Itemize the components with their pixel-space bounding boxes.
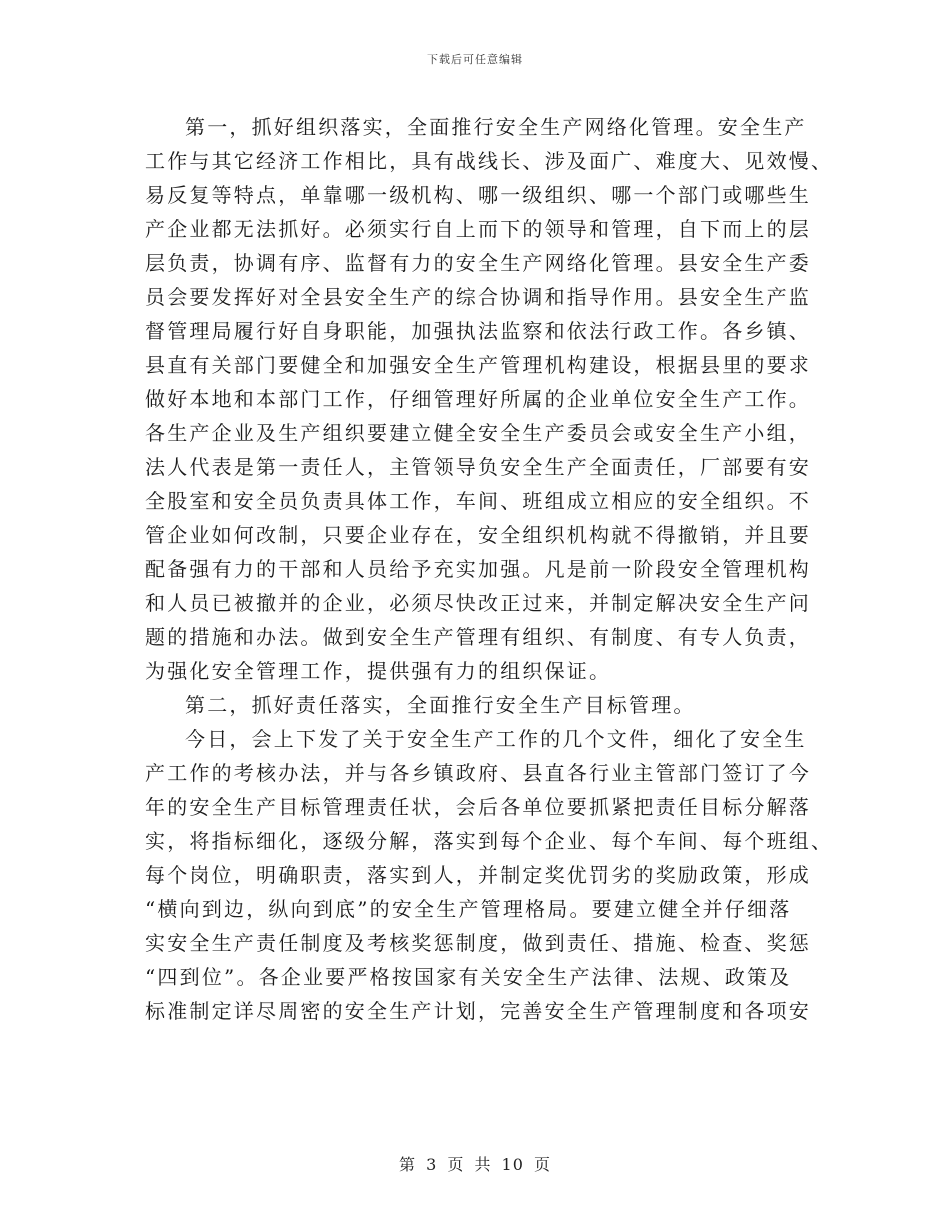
text-line: 配备强有力的干部和人员给予充实加强。凡是前一阶段安全管理机构	[145, 557, 811, 581]
text-line: 产企业都无法抓好。必须实行自上而下的领导和管理，自下而上的层	[145, 217, 811, 241]
text-line: 全股室和安全员负责具体工作，车间、班组成立相应的安全组织。不	[145, 489, 811, 513]
text-line: 县直有关部门要健全和加强安全生产管理机构建设，根据县里的要求	[145, 353, 811, 377]
document-body	[145, 110, 834, 1028]
text-line: 实，将指标细化，逐级分解，落实到每个企业、每个车间、每个班组、	[145, 829, 834, 853]
page-number-footer: 第 3 页 共 10 页	[399, 1155, 551, 1174]
text-line: 各生产企业及生产组织要建立健全安全生产委员会或安全生产小组，	[145, 421, 811, 445]
paragraph	[145, 110, 834, 688]
text-line: 今日，会上下发了关于安全生产工作的几个文件，细化了安全生	[185, 727, 807, 751]
text-line: 题的措施和办法。做到安全生产管理有组织、有制度、有专人负责，	[145, 625, 811, 649]
text-line: 实安全生产责任制度及考核奖惩制度，做到责任、措施、检查、奖惩	[145, 931, 811, 955]
text-line: 管企业如何改制，只要企业存在，安全组织机构就不得撤销，并且要	[145, 523, 811, 547]
text-line: 督管理局履行好自身职能，加强执法监察和依法行政工作。各乡镇、	[145, 319, 811, 343]
text-line: 和人员已被撤并的企业，必须尽快改正过来，并制定解决安全生产问	[145, 591, 811, 615]
text-line: 工作与其它经济工作相比，具有战线长、涉及面广、难度大、见效慢、	[145, 149, 834, 173]
text-line: 员会要发挥好对全县安全生产的综合协调和指导作用。县安全生产监	[145, 285, 811, 309]
paragraph	[145, 722, 834, 1028]
paragraph	[145, 688, 810, 722]
text-line: 层负责，协调有序、监督有力的安全生产网络化管理。县安全生产委	[145, 251, 811, 275]
page-header: 下载后可任意编辑	[427, 53, 523, 66]
text-line: 法人代表是第一责任人，主管领导负安全生产全面责任，厂部要有安	[145, 455, 811, 479]
text-line: 第二，抓好责任落实，全面推行安全生产目标管理。	[185, 693, 696, 717]
text-line: 年的安全生产目标管理责任状，会后各单位要抓紧把责任目标分解落	[145, 795, 811, 819]
text-line: 为强化安全管理工作，提供强有力的组织保证。	[145, 659, 612, 683]
text-line: 易反复等特点，单靠哪一级机构、哪一级组织、哪一个部门或哪些生	[145, 183, 811, 207]
text-line: 产工作的考核办法，并与各乡镇政府、县直各行业主管部门签订了今	[145, 761, 811, 785]
text-line: “四到位”。各企业要严格按国家有关安全生产法律、法规、政策及	[145, 965, 792, 989]
text-line: 标准制定详尽周密的安全生产计划，完善安全生产管理制度和各项安	[145, 999, 811, 1023]
text-line: 第一，抓好组织落实，全面推行安全生产网络化管理。安全生产	[185, 115, 807, 139]
text-line: 做好本地和本部门工作，仔细管理好所属的企业单位安全生产工作。	[145, 387, 811, 411]
text-line: 每个岗位，明确职责，落实到人，并制定奖优罚劣的奖励政策，形成	[145, 863, 811, 887]
text-line: “横向到边，纵向到底”的安全生产管理格局。要建立健全并仔细落	[145, 897, 792, 921]
